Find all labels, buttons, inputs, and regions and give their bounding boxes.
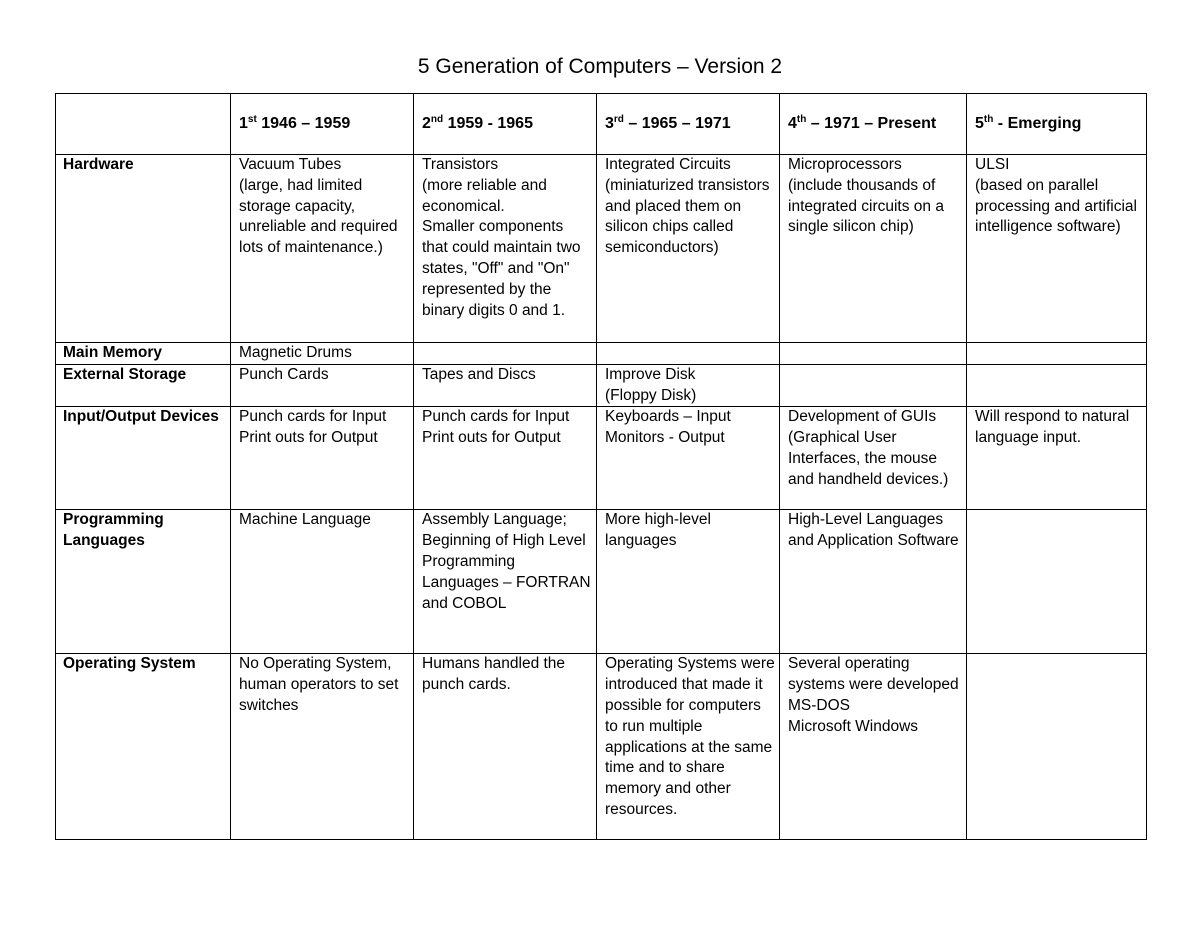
table-cell (967, 364, 1147, 407)
table-cell (780, 364, 967, 407)
header-generation-3: 3rd – 1965 – 1971 (597, 94, 780, 155)
table-row-programming-languages (56, 510, 1147, 654)
generations-table (55, 93, 1147, 840)
table-cell: Keyboards – Input Monitors - Output (597, 407, 780, 510)
table-cell: Development of GUIs (Graphical User Interfaces, the mouse and handheld devices.) (780, 407, 967, 510)
row-label-main-memory: Main Memory (56, 343, 231, 365)
table-cell (967, 654, 1147, 840)
table-row-external-storage (56, 364, 1147, 407)
table-cell: Punch cards for Input Print outs for Output (414, 407, 597, 510)
table-cell (967, 343, 1147, 365)
row-label-hardware: Hardware (56, 155, 231, 343)
table-cell: Magnetic Drums (231, 343, 414, 365)
table-cell (414, 343, 597, 365)
table-row-main-memory (56, 343, 1147, 365)
row-label-programming-languages: Programming Languages (56, 510, 231, 654)
header-generation-1: 1st 1946 – 1959 (231, 94, 414, 155)
table-cell: Assembly Language; Beginning of High Level Programming Languages – FORTRAN and COBOL (414, 510, 597, 654)
table-cell: Improve Disk (Floppy Disk) (597, 364, 780, 407)
table-cell: Punch Cards (231, 364, 414, 407)
row-label-external-storage: External Storage (56, 364, 231, 407)
table-cell: Punch cards for Input Print outs for Output (231, 407, 414, 510)
table-cell (967, 510, 1147, 654)
document-title: 5 Generation of Computers – Version 2 (417, 55, 783, 78)
table-cell: Humans handled the punch cards. (414, 654, 597, 840)
table-cell (780, 343, 967, 365)
table-header-row (56, 94, 1147, 155)
header-generation-5: 5th - Emerging (967, 94, 1147, 155)
table-cell: Operating Systems were introduced that made it possible for computers to run multiple applications at the same time and to share memory and other resources. (597, 654, 780, 840)
table-cell: Several operating systems were developed MS-DOS Microsoft Windows (780, 654, 967, 840)
table-cell: Machine Language (231, 510, 414, 654)
table-row-operating-system (56, 654, 1147, 840)
row-label-operating-system: Operating System (56, 654, 231, 840)
table-cell: No Operating System, human operators to set switches (231, 654, 414, 840)
table-cell: More high-level languages (597, 510, 780, 654)
table-row-hardware (56, 155, 1147, 343)
header-generation-2: 2nd 1959 - 1965 (414, 94, 597, 155)
row-label-input-output: Input/Output Devices (56, 407, 231, 510)
table-cell (597, 343, 780, 365)
table-cell: Vacuum Tubes (large, had limited storage capacity, unreliable and required lots of maintenance.) (231, 155, 414, 343)
table-cell: Will respond to natural language input. (967, 407, 1147, 510)
table-cell: Tapes and Discs (414, 364, 597, 407)
table-cell: High-Level Languages and Application Software (780, 510, 967, 654)
header-generation-4: 4th – 1971 – Present (780, 94, 967, 155)
table-cell: Microprocessors (include thousands of integrated circuits on a single silicon chip) (780, 155, 967, 343)
table-cell: ULSI (based on parallel processing and artificial intelligence software) (967, 155, 1147, 343)
table-cell: Transistors (more reliable and economical. Smaller components that could maintain two states, "Off" and "On" represented by the binary digits 0 and 1. (414, 155, 597, 343)
table-row-input-output (56, 407, 1147, 510)
table-cell: Integrated Circuits (miniaturized transistors and placed them on silicon chips called semiconductors) (597, 155, 780, 343)
header-empty-cell (56, 94, 231, 155)
